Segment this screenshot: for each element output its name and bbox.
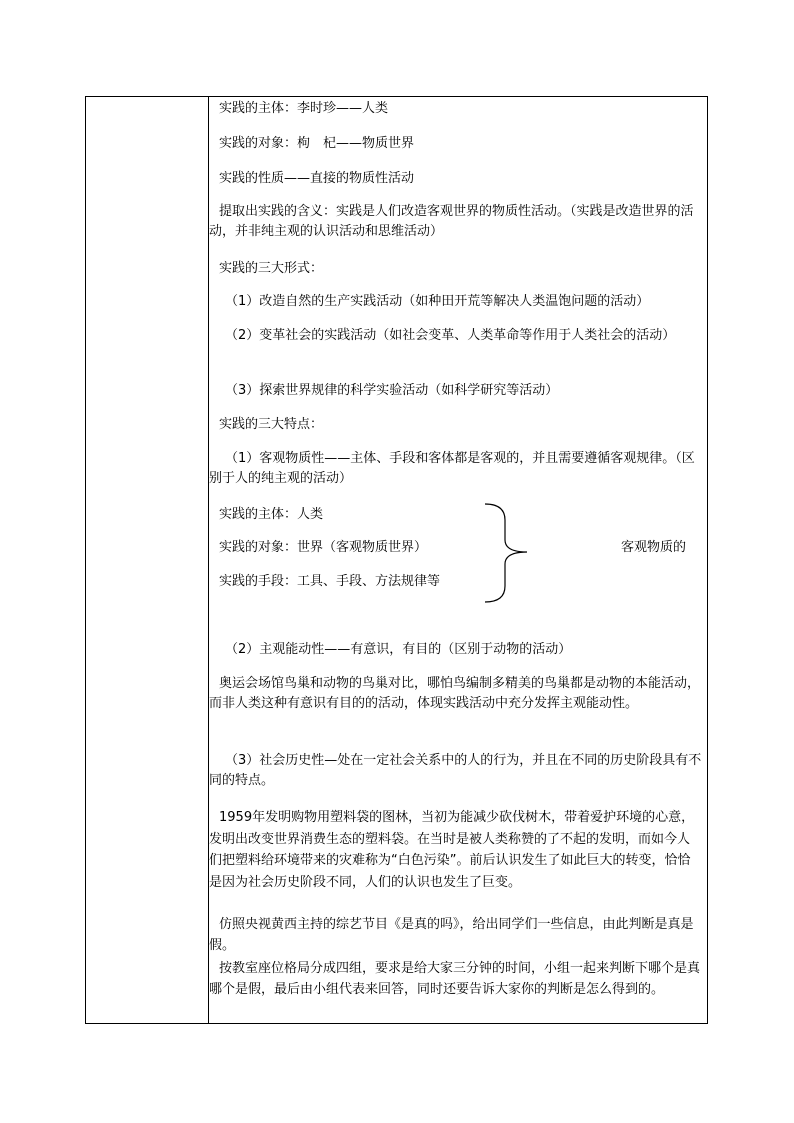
paragraph-bird-nest: 奥运会场馆鸟巢和动物的鸟巢对比，哪怕鸟编制多精美的鸟巢都是动物的本能活动，而非人类这种有意识有目的的活动，体现实践活动中充分发挥主观能动性。: [209, 676, 701, 711]
text-line: 实践的手段：工具、手段、方法规律等: [219, 574, 441, 589]
content-cell: [209, 97, 707, 1023]
text-line: 实践的性质——直接的物质性活动: [219, 171, 415, 186]
text-line: 实践的三大特点：: [219, 417, 324, 432]
paragraph-form-2: （2）变革社会的实践活动（如社会变革、人类革命等作用于人类社会的活动）: [225, 328, 676, 343]
paragraph-feature-3: （3）社会历史性—处在一定社会关系中的人的行为，并且在不同的历史阶段具有不同的特点。: [209, 753, 702, 788]
brace-label: 客观物质的: [621, 540, 687, 555]
lesson-table: [85, 96, 708, 1024]
text-line: 实践的主体：李时珍——人类: [219, 101, 389, 116]
text-line: 实践的对象：世界（客观物质世界）: [219, 540, 428, 555]
text-line: （2）主观能动性——有意识，有目的（区别于动物的活动）: [225, 642, 572, 657]
paragraph-feature-1: （1）客观物质性——主体、手段和客体都是客观的，并且需要遵循客观规律。（区别于人的纯主观的活动）: [209, 451, 695, 486]
right-brace-icon: [483, 502, 533, 604]
paragraph-plastic-bag: 1959年发明购物用塑料袋的图林，当初为能减少砍伐树木，带着爱护环境的心意，发明出改变世界消费生态的塑料袋。在当时是被人类称赞的了不起的发明，而如今人们把塑料给环境带来的灾难称为“白色污染”。前后认识发生了如此巨大的转变，恰恰是因为社会历史阶段不同，人们的认识也发生了巨变。: [209, 810, 695, 890]
paragraph-activity: 仿照央视黄西主持的综艺节目《是真的吗》，给出同学们一些信息，由此判断是真是假。: [209, 917, 694, 953]
paragraph-definition: 提取出实践的含义：实践是人们改造客观世界的物质性活动。（实践是改造世界的活动，并非纯主观的认识活动和思维活动）: [209, 204, 694, 239]
text-line: 实践的对象：枸 杞——物质世界: [219, 136, 415, 151]
text-line: （1）改造自然的生产实践活动（如种田开荒等解决人类温饱问题的活动）: [225, 294, 650, 309]
paragraph-groups: 按教室座位格局分成四组，要求是给大家三分钟的时间，小组一起来判断下哪个是真哪个是假，最后由小组代表来回答，同时还要告诉大家你的判断是怎么得到的。: [209, 961, 701, 997]
text-line: （3）探索世界规律的科学实验活动（如科学研究等活动）: [225, 383, 559, 398]
text-line: 实践的主体：人类: [219, 507, 324, 522]
text-line: 实践的三大形式：: [219, 261, 324, 276]
